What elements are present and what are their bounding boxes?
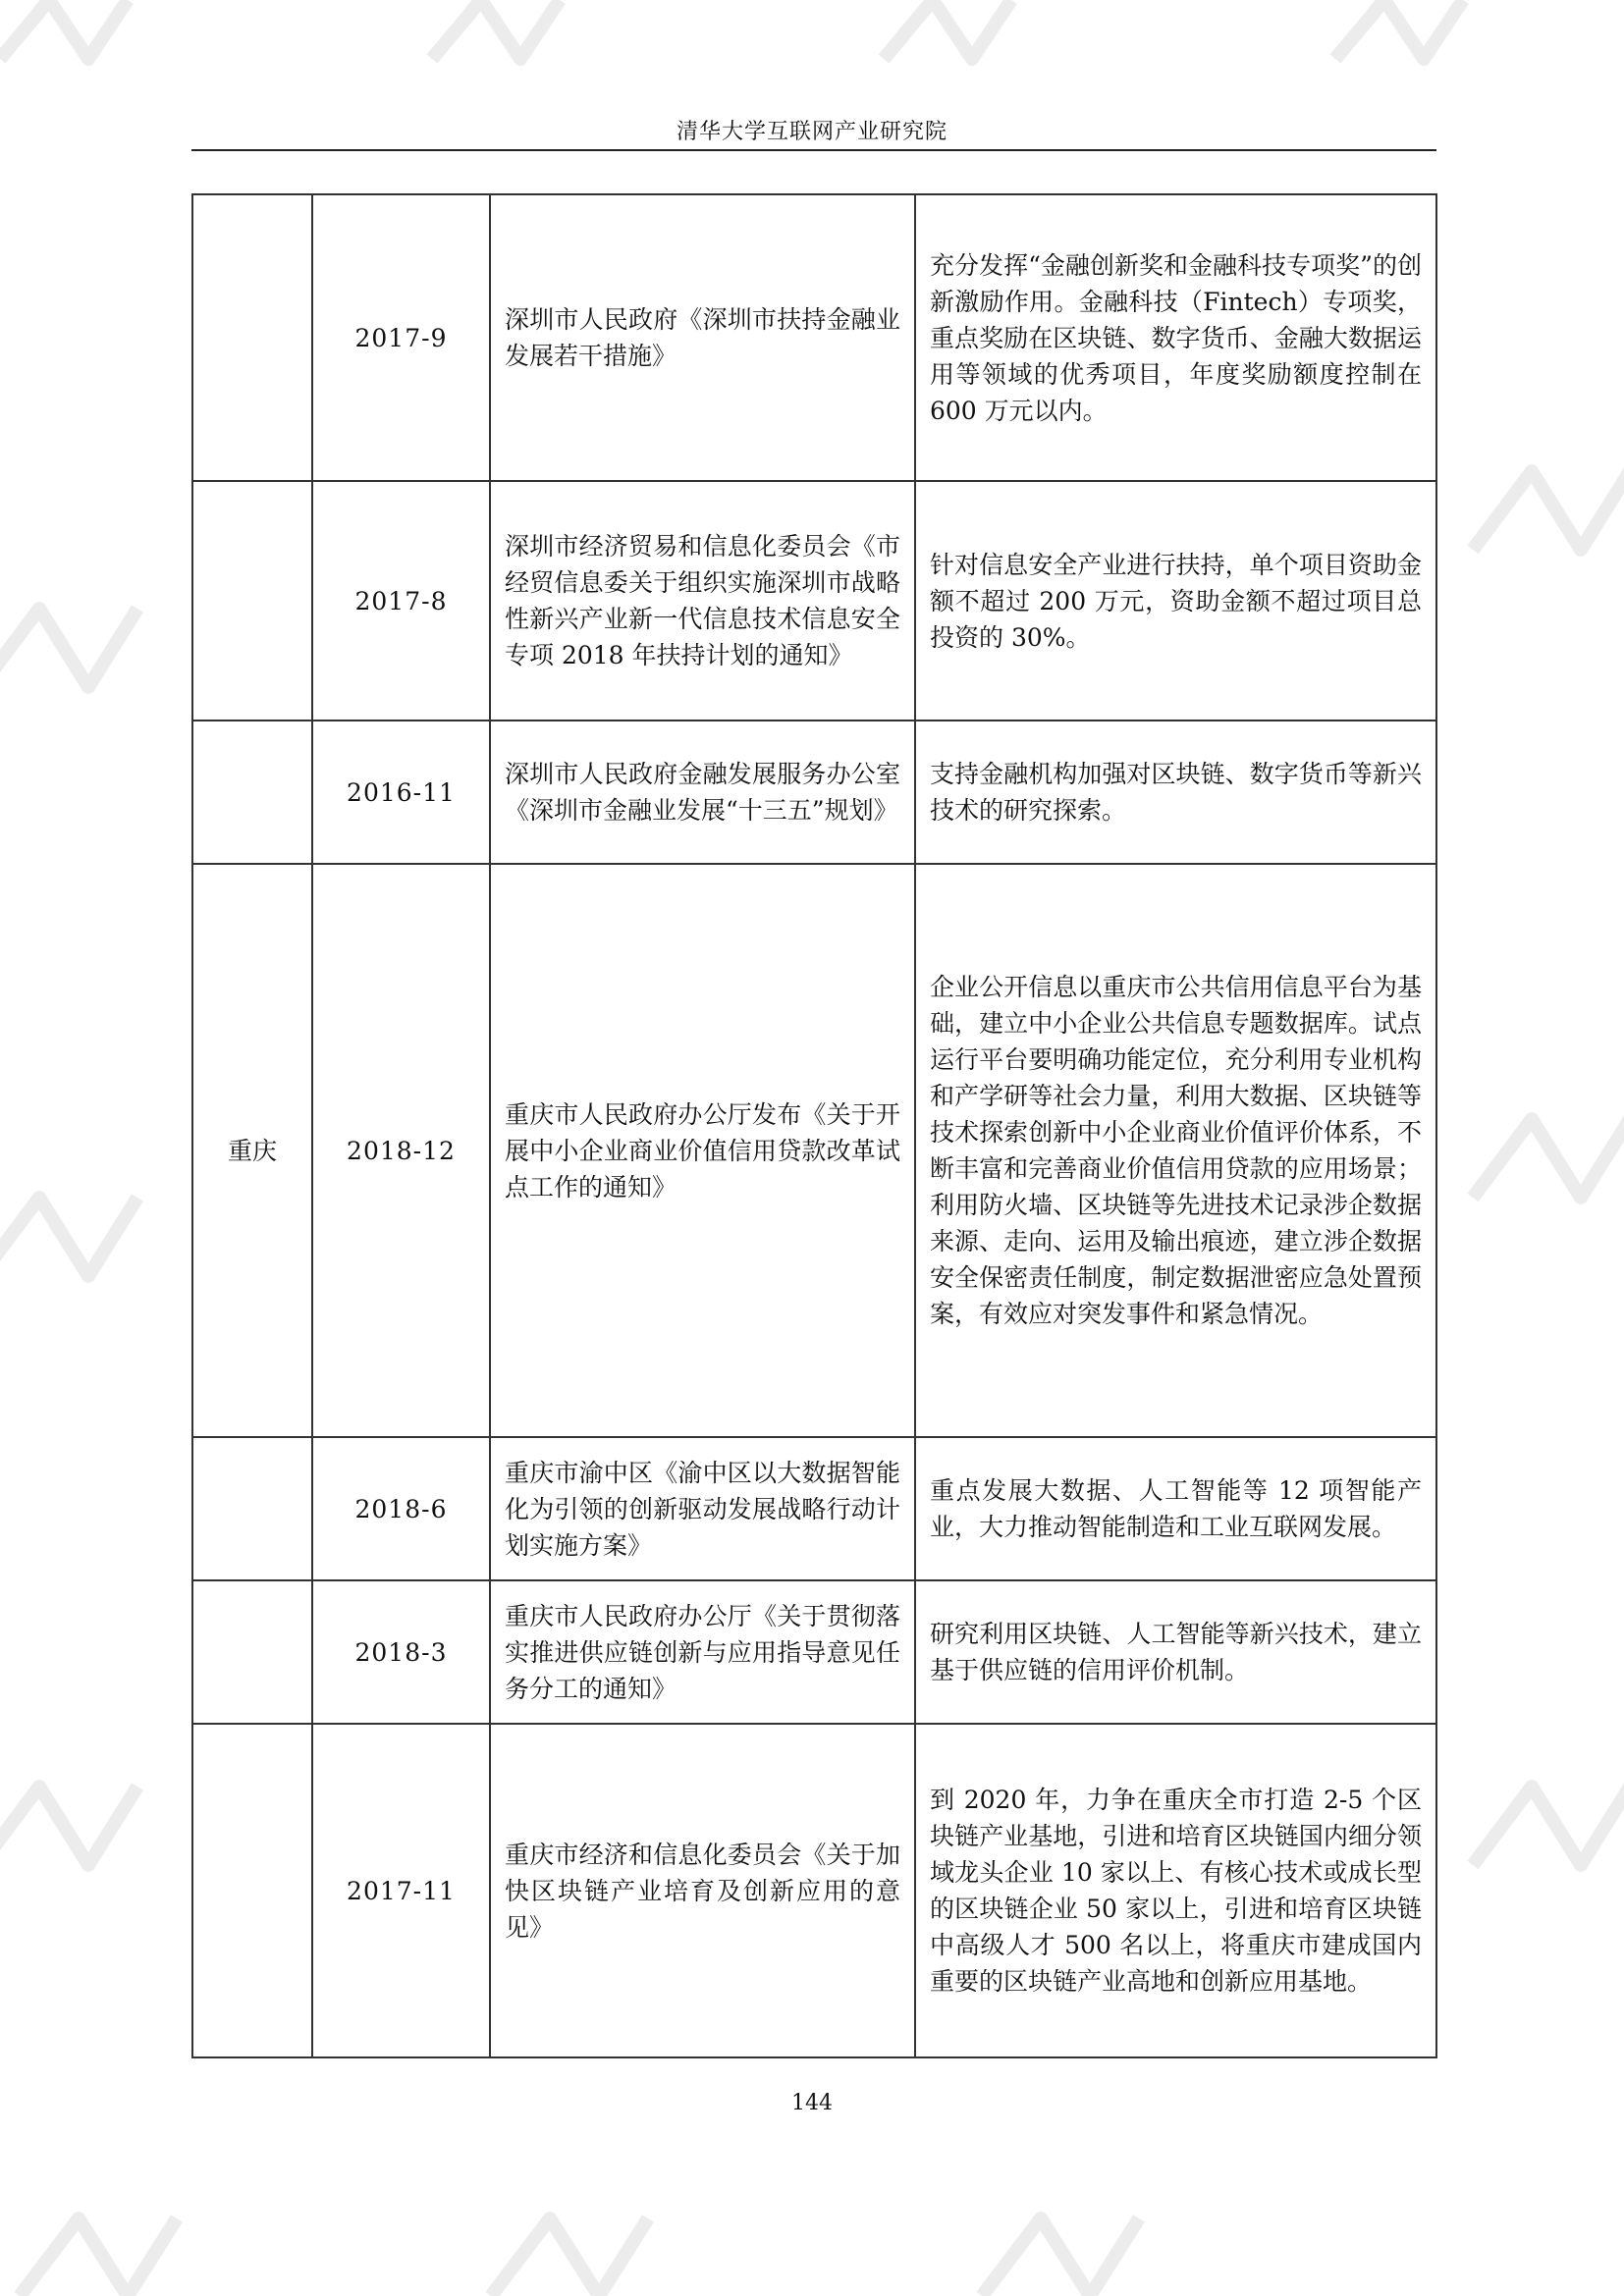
document-cell: 深圳市经济贸易和信息化委员会《市经贸信息委关于组织实施深圳市战略性新兴产业新一代信息技术信息安全专项 2018 年扶持计划的通知》 <box>490 481 915 721</box>
date-cell: 2017-9 <box>312 194 490 481</box>
policy-table <box>191 193 1437 2058</box>
table-row <box>192 194 1436 481</box>
table-row <box>192 1437 1436 1580</box>
date-cell: 2016-11 <box>312 721 490 864</box>
date-cell: 2018-12 <box>312 864 490 1437</box>
content-cell: 支持金融机构加强对区块链、数字货币等新兴技术的研究探索。 <box>915 721 1436 864</box>
region-cell <box>192 721 312 864</box>
region-cell <box>192 1724 312 2057</box>
table-row <box>192 1580 1436 1724</box>
table-row <box>192 721 1436 864</box>
content-cell: 重点发展大数据、人工智能等 12 项智能产业，大力推动智能制造和工业互联网发展。 <box>915 1437 1436 1580</box>
content-cell: 到 2020 年，力争在重庆全市打造 2-5 个区块链产业基地，引进和培育区块链国内细分领域龙头企业 10 家以上、有核心技术或成长型的区块链企业 50 家以上，引进和培育区块链中高级人才 500 名以上，将重庆市建成国内重要的区块链产业高地和创新应用基地。 <box>915 1724 1436 2057</box>
document-cell: 深圳市人民政府《深圳市扶持金融业发展若干措施》 <box>490 194 915 481</box>
content-cell: 研究利用区块链、人工智能等新兴技术，建立基于供应链的信用评价机制。 <box>915 1580 1436 1724</box>
date-cell: 2018-3 <box>312 1580 490 1724</box>
document-cell: 重庆市渝中区《渝中区以大数据智能化为引领的创新驱动发展战略行动计划实施方案》 <box>490 1437 915 1580</box>
region-cell: 重庆 <box>192 864 312 1437</box>
document-cell: 重庆市经济和信息化委员会《关于加快区块链产业培育及创新应用的意见》 <box>490 1724 915 2057</box>
region-cell <box>192 481 312 721</box>
date-cell: 2017-8 <box>312 481 490 721</box>
content-cell: 针对信息安全产业进行扶持，单个项目资助金额不超过 200 万元，资助金额不超过项目总投资的 30%。 <box>915 481 1436 721</box>
region-cell <box>192 1437 312 1580</box>
table-row <box>192 481 1436 721</box>
date-cell: 2017-11 <box>312 1724 490 2057</box>
content-cell: 企业公开信息以重庆市公共信用信息平台为基础，建立中小企业公共信息专题数据库。试点运行平台要明确功能定位，充分利用专业机构和产学研等社会力量，利用大数据、区块链等技术探索创新中小企业商业价值评价体系，不断丰富和完善商业价值信用贷款的应用场景；利用防火墙、区块链等先进技术记录涉企数据来源、走向、运用及输出痕迹，建立涉企数据安全保密责任制度，制定数据泄密应急处置预案，有效应对突发事件和紧急情况。 <box>915 864 1436 1437</box>
table-row <box>192 864 1436 1437</box>
date-cell: 2018-6 <box>312 1437 490 1580</box>
page-number: 144 <box>791 2091 833 2115</box>
page-header-title: 清华大学互联网产业研究院 <box>676 120 947 144</box>
header-rule <box>191 149 1436 151</box>
table-row <box>192 1724 1436 2057</box>
document-cell: 深圳市人民政府金融发展服务办公室《深圳市金融业发展“十三五”规划》 <box>490 721 915 864</box>
content-cell: 充分发挥“金融创新奖和金融科技专项奖”的创新激励作用。金融科技（Fintech）专项奖，重点奖励在区块链、数字货币、金融大数据运用等领域的优秀项目，年度奖励额度控制在 600 万元以内。 <box>915 194 1436 481</box>
region-cell <box>192 1580 312 1724</box>
document-cell: 重庆市人民政府办公厅《关于贯彻落实推进供应链创新与应用指导意见任务分工的通知》 <box>490 1580 915 1724</box>
region-cell <box>192 194 312 481</box>
document-cell: 重庆市人民政府办公厅发布《关于开展中小企业商业价值信用贷款改革试点工作的通知》 <box>490 864 915 1437</box>
